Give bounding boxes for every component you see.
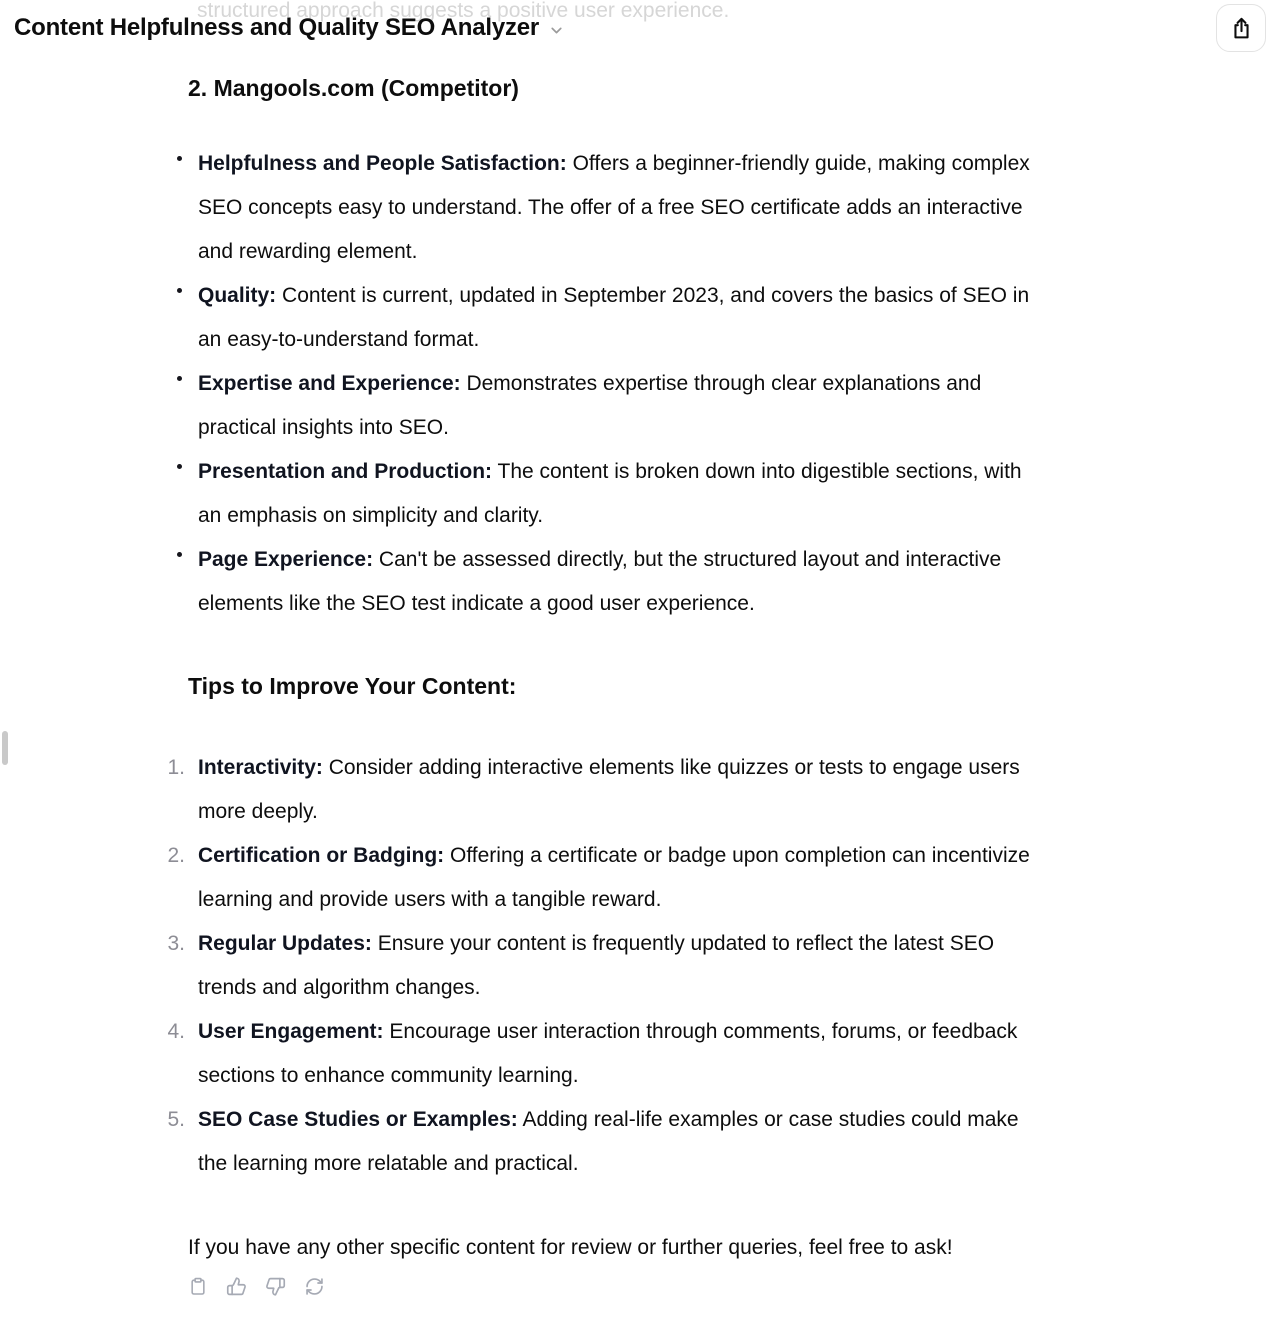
item-label: User Engagement:: [198, 1020, 384, 1043]
share-icon: [1229, 16, 1254, 41]
thumbs-up-button[interactable]: [225, 1275, 248, 1298]
list-item: [167, 834, 1048, 922]
competitor-analysis-list: [188, 142, 1048, 626]
item-text: Adding real-life examples or case studies could make the learning more relatable and practical.: [198, 1108, 1019, 1175]
item-text: Can't be assessed directly, but the structured layout and interactive elements like the SEO test indicate a good user experience.: [198, 548, 1002, 615]
list-number: 5.: [167, 1108, 185, 1131]
clipboard-icon: [188, 1276, 208, 1297]
closing-text: If you have any other specific content for review or further queries, feel free to ask!: [188, 1236, 953, 1259]
item-text: Encourage user interaction through comments, forums, or feedback sections to enhance community learning.: [198, 1020, 1018, 1087]
item-text: Demonstrates expertise through clear explanations and practical insights into SEO.: [198, 372, 982, 439]
item-text: Offers a beginner-friendly guide, making complex SEO concepts easy to understand. The offer of a free SEO certificate adds an interactive and rewarding element.: [198, 152, 1030, 263]
thumbs-down-button[interactable]: [264, 1275, 287, 1298]
item-text: The content is broken down into digestible sections, with an emphasis on simplicity and clarity.: [198, 460, 1022, 527]
list-number: 4.: [167, 1020, 185, 1043]
item-label: Certification or Badging:: [198, 844, 445, 867]
item-label: SEO Case Studies or Examples:: [198, 1108, 518, 1131]
list-item: [188, 142, 1048, 274]
item-label: Page Experience:: [198, 548, 374, 571]
regenerate-button[interactable]: [303, 1275, 326, 1298]
list-number: 2.: [167, 844, 185, 867]
scrollbar-thumb[interactable]: [2, 731, 8, 765]
item-label: Interactivity:: [198, 756, 323, 779]
list-item: [188, 538, 1048, 626]
list-item: [167, 1098, 1048, 1186]
copy-button[interactable]: [186, 1275, 209, 1298]
message-actions: [186, 1275, 1060, 1298]
list-item: [167, 746, 1048, 834]
refresh-icon: [304, 1276, 325, 1297]
item-text: Offering a certificate or badge upon completion can incentivize learning and provide users with a tangible reward.: [198, 844, 1030, 911]
thumbs-up-icon: [226, 1276, 247, 1297]
list-number: 3.: [167, 932, 185, 955]
assistant-message: [167, 0, 1060, 1298]
list-item: [188, 362, 1048, 450]
item-label: Helpfulness and People Satisfaction:: [198, 152, 567, 175]
item-text: Ensure your content is frequently updated to reflect the latest SEO trends and algorithm changes.: [198, 932, 995, 999]
item-label: Presentation and Production:: [198, 460, 493, 483]
tips-list: [167, 746, 1048, 1186]
competitor-section-heading: 2. Mangools.com (Competitor): [188, 75, 519, 101]
item-label: Expertise and Experience:: [198, 372, 461, 395]
list-number: 1.: [167, 756, 185, 779]
list-item: [167, 922, 1048, 1010]
thumbs-down-icon: [265, 1276, 286, 1297]
item-label: Regular Updates:: [198, 932, 372, 955]
share-button[interactable]: [1216, 4, 1266, 52]
list-item: [188, 450, 1048, 538]
page-title: Content Helpfulness and Quality SEO Analyzer: [14, 14, 540, 41]
item-text: Content is current, updated in September 2023, and covers the basics of SEO in an easy-to-understand format.: [198, 284, 1030, 351]
tips-heading: Tips to Improve Your Content:: [188, 673, 517, 699]
chevron-down-icon: [548, 22, 565, 39]
list-item: [188, 274, 1048, 362]
item-label: Quality:: [198, 284, 277, 307]
gpt-title-menu[interactable]: [14, 14, 565, 42]
list-item: [167, 1010, 1048, 1098]
item-text: Consider adding interactive elements like quizzes or tests to engage users more deeply.: [198, 756, 1020, 823]
scrolled-previous-text: structured approach suggests a positive user experience.: [197, 0, 730, 22]
